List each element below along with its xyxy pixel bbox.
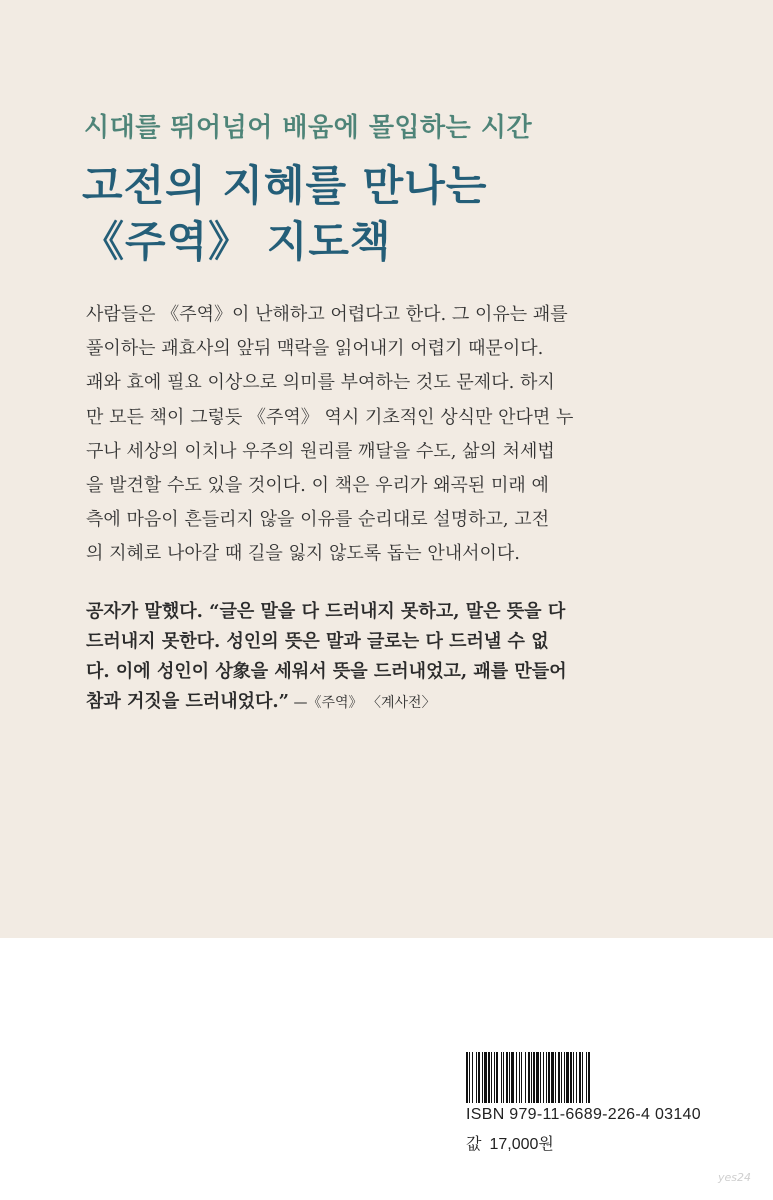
- title-line-2: 《주역》 지도책: [82, 217, 392, 266]
- description-line: 괘와 효에 필요 이상으로 의미를 부여하는 것도 문제다. 하지: [86, 372, 555, 394]
- quote-source: —《주역》 〈계사전〉: [289, 695, 436, 711]
- quote-line: 다. 이에 성인이 상象을 세워서 뜻을 드러내었고, 괘를 만들어: [86, 661, 567, 682]
- book-subtitle: 시대를 뛰어넘어 배움에 몰입하는 시간: [84, 113, 533, 143]
- watermark-logo: yes24: [718, 1171, 752, 1184]
- quote-line: 참과 거짓을 드러내었다.”: [86, 691, 290, 712]
- description-line: 풀이하는 괘효사의 앞뒤 맥락을 읽어내기 어렵기 때문이다.: [86, 338, 544, 360]
- price-value: 17,000원: [489, 1136, 554, 1153]
- title-line-1: 고전의 지혜를 만나는: [82, 161, 488, 210]
- isbn-number: ISBN 979-11-6689-226-4 03140: [466, 1106, 701, 1123]
- description-line: 구나 세상의 이치나 우주의 원리를 깨달을 수도, 삶의 처세법: [86, 440, 555, 462]
- book-title: [82, 158, 487, 270]
- price-label: 값: [466, 1136, 482, 1153]
- description-line: 사람들은 《주역》이 난해하고 어렵다고 한다. 그 이유는 괘를: [86, 304, 568, 325]
- description-line: 을 발견할 수도 있을 것이다. 이 책은 우리가 왜곡된 미래 예: [86, 475, 549, 497]
- barcode-icon: [466, 1052, 687, 1103]
- price: [466, 1131, 554, 1154]
- confucius-quote: [86, 597, 696, 718]
- description-line: 측에 마음이 흔들리지 않을 이유를 순리대로 설명하고, 고전: [86, 509, 550, 531]
- description-line: 의 지혜로 나아갈 때 길을 잃지 않도록 돕는 안내서이다.: [86, 543, 521, 565]
- book-description: [86, 298, 696, 572]
- quote-line: 공자가 말했다. “글은 말을 다 드러내지 못하고, 말은 뜻을 다: [86, 601, 566, 622]
- quote-line: 드러내지 못한다. 성인의 뜻은 말과 글로는 다 드러낼 수 없: [86, 631, 549, 652]
- quote-line-last: [86, 687, 696, 718]
- description-line: 만 모든 책이 그렇듯 《주역》 역시 기초적인 상식만 안다면 누: [86, 406, 574, 428]
